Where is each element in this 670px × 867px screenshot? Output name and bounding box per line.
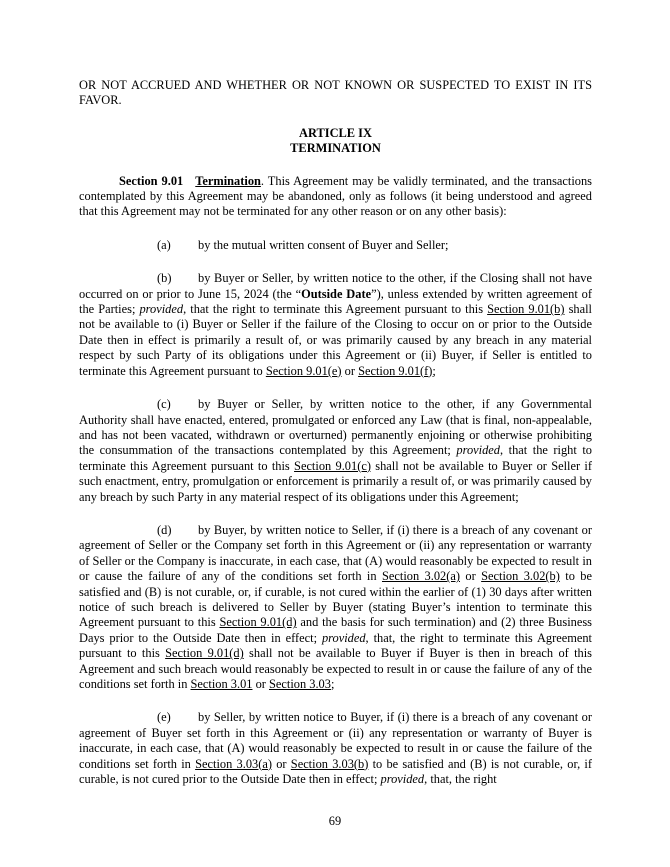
clause-a-label: (a) bbox=[157, 237, 171, 252]
cross-reference: Section 3.03(a) bbox=[195, 756, 272, 771]
clause-b: (b) by Buyer or Seller, by written notice to the other, if the Closing shall not have occurred on or prior to June 15, 2024 (the “Outside Date”), unless extended by written agreement of the Parties; provided, that the right to terminate this Agreement pursuant to this Section 9.01(b) shall not be available to (i) Buyer or Seller if the failure of the Closing to occur on or prior to the Outside Date then in effect is primarily a result of, or was primarily caused by any breach in any material respect by such Party of its obligations under this Agreement or (ii) Buyer, if Seller is entitled to terminate this Agreement pursuant to Section 9.01(e) or Section 9.01(f); bbox=[79, 271, 593, 378]
clause-c-label: (c) bbox=[157, 397, 171, 412]
cross-reference: Section 3.03 bbox=[269, 677, 331, 691]
article-number: ARTICLE IX bbox=[299, 125, 372, 140]
cross-reference: Section 9.01(d) bbox=[219, 615, 297, 630]
page-number: 69 bbox=[328, 814, 342, 828]
continuation-paragraph: OR NOT ACCRUED AND WHETHER OR NOT KNOWN OR SUSPECTED TO EXIST IN ITS FAVOR. bbox=[79, 78, 592, 108]
clause-c: (c) by Buyer or Seller, by written notice to the other, if any Governmental Authority shall have enacted, entered, promulgated or enforced any Law (that is final, non-appealable, and has not been vacated, withdrawn or overturned) permanently enjoining or otherwise prohibiting the consummation of the transactions contemplated by this Agreement; provided, that the right to terminate this Agreement pursuant to this Section 9.01(c) shall not be available to Buyer or Seller if such enactment, entry, promulgation or enforcement is primarily a result of, or was primarily caused by any breach by such Party in any material respect of its obligations under this Agreement; bbox=[79, 397, 592, 504]
cross-reference: Section 3.03(b) bbox=[290, 756, 369, 771]
section-9-01-intro: Section 9.01 Termination. This Agreement may be validly terminated, and the transactions contemplated by this Agreement may be abandoned, only as follows (it being understood and agreed that this Agreement may not be terminated for any other reason or on any other basis): bbox=[79, 173, 593, 219]
cross-reference: Section 9.01(f) bbox=[358, 363, 433, 378]
cross-reference: Section 9.01(b) bbox=[487, 302, 565, 317]
cross-reference: Section 3.01 bbox=[190, 677, 253, 691]
clause-e: (e) by Seller, by written notice to Buyer, if (i) there is a breach of any covenant or agreement of Buyer set forth in this Agreement or (ii) any representation or warranty of Buyer is inaccurate, in each case, that (A) would reasonably be expected to result in or cause the failure of the conditions set forth in Section 3.03(a) or Section 3.03(b) to be satisfied and (B) is not curable, or, if curable, is not cured prior to the Outside Date then in effect; provided, that, the right bbox=[79, 710, 592, 787]
clause-d: (d) by Buyer, by written notice to Seller, if (i) there is a breach of any covenant or agreement of Seller or the Company set forth in this Agreement or (ii) any representation or warranty of Seller or the Company is inaccurate, in each case, that (A) would reasonably be expected to result in or cause the failure of any of the conditions set forth in Section 3.02(a) or Section 3.02(b) to be satisfied and (B) is not curable, or, if curable, is not cured within the earlier of (1) 30 days after written notice of such breach is delivered to Seller by Buyer (stating Buyer’s intention to terminate this Agreement pursuant to this Section 9.01(d) and the basis for such termination) and (2) three Business Days prior to the Outside Date then in effect; provided, that, the right to terminate this Agreement pursuant to this Section 9.01(d) shall not be available to Buyer if Buyer is then in breach of this Agreement and such breach would reasonably be expected to result in or cause the failure of any of the conditions set forth in Section 3.01 or Section 3.03; bbox=[79, 522, 593, 691]
clause-a: (a) by the mutual written consent of Buyer and Seller; bbox=[157, 237, 449, 252]
clause-d-label: (d) bbox=[157, 522, 172, 537]
section-number: Section 9.01 bbox=[119, 173, 184, 188]
cross-reference: Section 3.02(b) bbox=[481, 569, 560, 584]
cross-reference: Section 9.01(d) bbox=[165, 646, 244, 661]
cross-reference: Section 3.02(a) bbox=[381, 569, 460, 584]
cross-reference: Section 9.01(e) bbox=[265, 363, 342, 378]
clause-b-label: (b) bbox=[157, 271, 172, 286]
defined-term-outside-date: Outside Date bbox=[301, 286, 372, 301]
article-title: TERMINATION bbox=[290, 141, 381, 156]
document-page bbox=[79, 78, 592, 787]
cross-reference: Section 9.01(c) bbox=[294, 458, 371, 473]
section-heading: Termination bbox=[195, 173, 261, 188]
clause-e-label: (e) bbox=[157, 710, 171, 725]
